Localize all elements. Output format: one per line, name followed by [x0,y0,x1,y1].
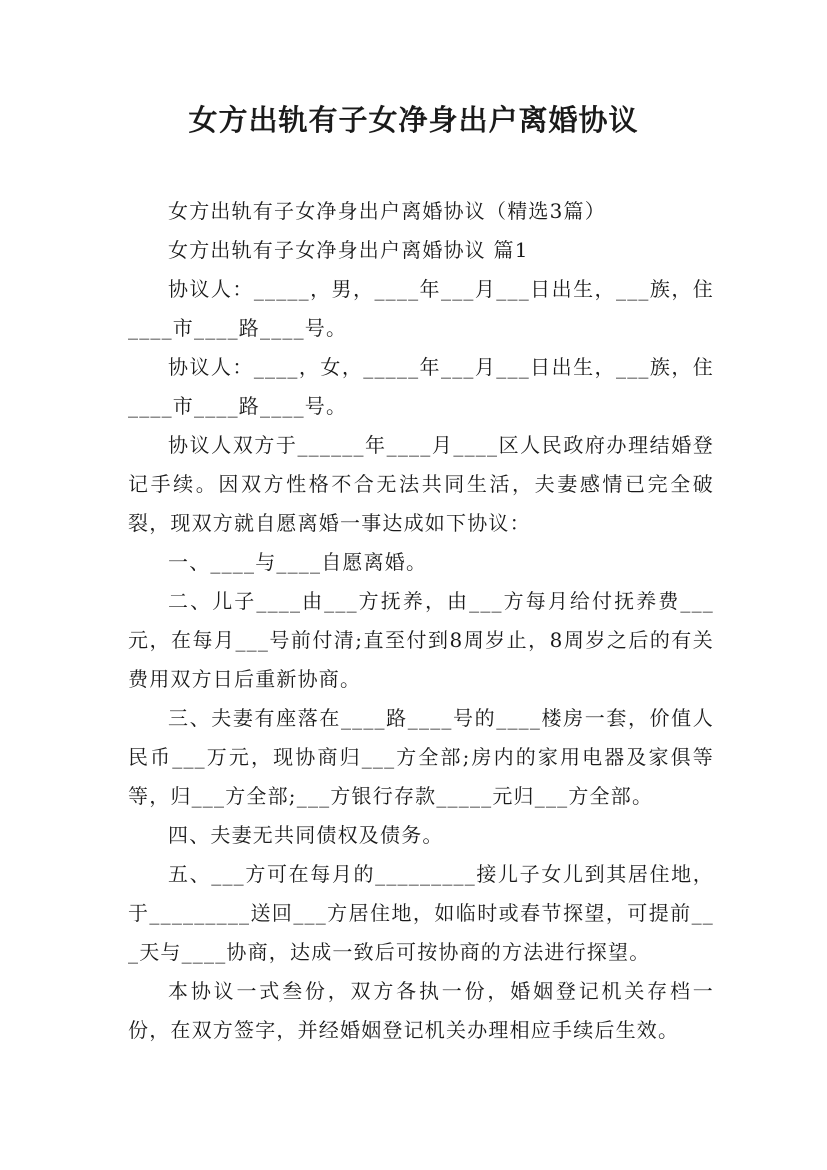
document-title: 女方出轨有子女净身出户离婚协议 [188,103,639,137]
paragraph-party-male: 协议人：_____，男，____年___月___日出生，___族，住____市____路____号。 [128,277,714,340]
paragraph-party-female: 协议人：____，女，_____年___月___日出生，___族，住____市____路____号。 [128,355,714,418]
paragraph-clause-4: 四、夫妻无共同债权及债务。 [168,823,444,847]
document-body [128,192,714,1050]
paragraph-article-heading: 女方出轨有子女净身出户离婚协议 篇1 [168,238,529,262]
paragraph-clause-2: 二、儿子____由___方抚养，由___方每月给付抚养费___元，在每月___号前付清;直至付到8周岁止，8周岁之后的有关费用双方日后重新协商。 [128,589,714,691]
paragraph-collection-heading: 女方出轨有子女净身出户离婚协议（精选3篇） [168,199,606,223]
paragraph-clause-3: 三、夫妻有座落在____路____号的____楼房一套，价值人民币___万元，现协商归___方全部;房内的家用电器及家俱等等，归___方全部;___方银行存款_____元归___方全部。 [128,706,714,808]
paragraph-closing: 本协议一式叁份，双方各执一份，婚姻登记机关存档一份，在双方签字，并经婚姻登记机关办理相应手续后生效。 [128,979,714,1042]
paragraph-clause-5: 五、___方可在每月的_________接儿子女儿到其居住地，于_________送回___方居住地，如临时或春节探望，可提前___天与____协商，达成一致后可按协商的方法进行探望。 [128,862,714,964]
paragraph-clause-1: 一、____与____自愿离婚。 [168,550,428,574]
paragraph-preamble: 协议人双方于______年____月____区人民政府办理结婚登记手续。因双方性格不合无法共同生活，夫妻感情已完全破裂，现双方就自愿离婚一事达成如下协议： [128,433,714,535]
